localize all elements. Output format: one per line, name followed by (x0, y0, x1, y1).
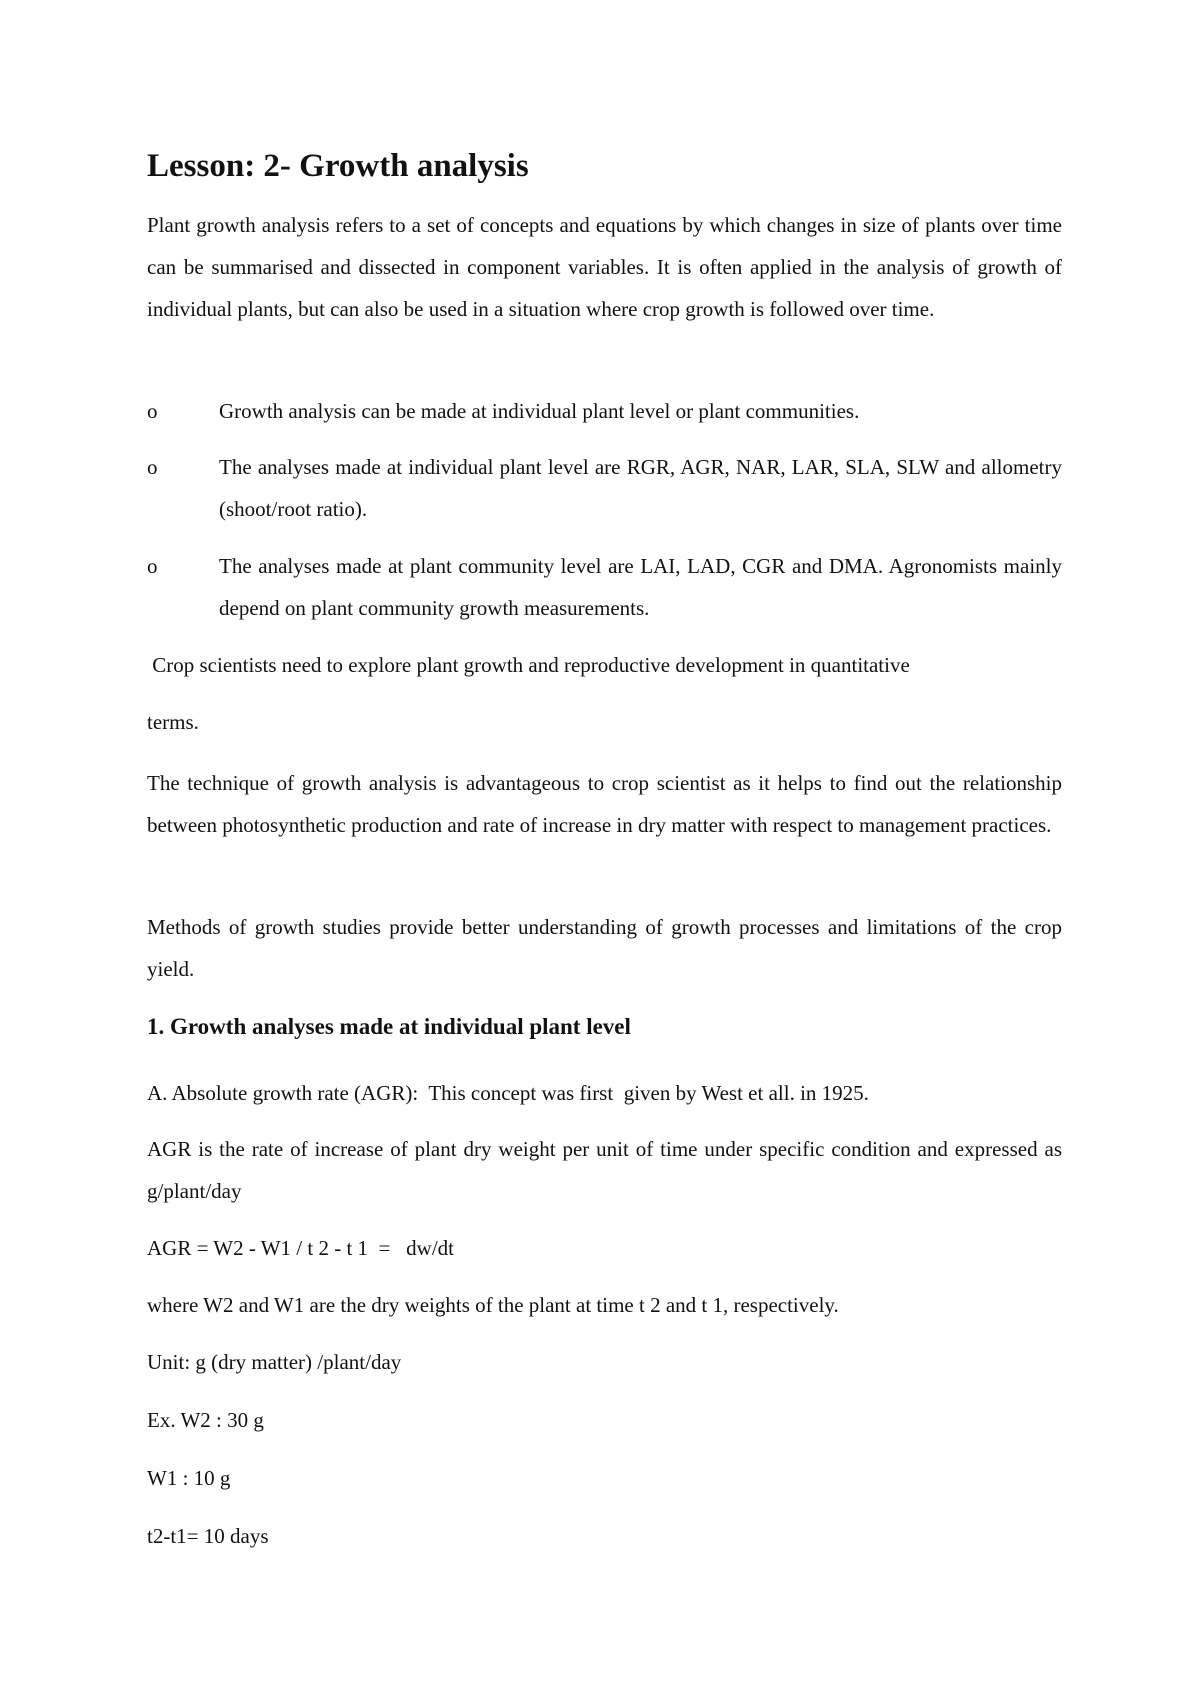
bullet-marker: o (147, 455, 158, 479)
agr-where: where W2 and W1 are the dry weights of the plant at time t 2 and t 1, respectively. (147, 1293, 839, 1317)
example-w1: W1 : 10 g (147, 1466, 231, 1490)
bullet-item (147, 446, 1062, 530)
bullet-item (147, 545, 1062, 629)
bullet-text: The analyses made at individual plant level are RGR, AGR, NAR, LAR, SLA, SLW and allometry (shoot/root ratio). (219, 455, 1062, 521)
agr-formula: AGR = W2 - W1 / t 2 - t 1 = dw/dt (147, 1236, 454, 1260)
unit-line: Unit: g (dry matter) /plant/day (147, 1350, 402, 1374)
agr-definition: AGR is the rate of increase of plant dry weight per unit of time under specific condition and expressed as g/plant/day (147, 1137, 1062, 1203)
example-w2: Ex. W2 : 30 g (147, 1408, 264, 1432)
technique-paragraph: The technique of growth analysis is advantageous to crop scientist as it helps to find out the relationship between photosynthetic production and rate of increase in dry matter with respect to management practices. (147, 771, 1062, 837)
intro-paragraph: Plant growth analysis refers to a set of concepts and equations by which changes in size of plants over time can be summarised and dissected in component variables. It is often applied in the analysis of growth of individual plants, but can also be used in a situation where crop growth is followed over time. (147, 213, 1062, 321)
agr-intro: A. Absolute growth rate (AGR): This concept was first given by West et all. in 1925. (147, 1081, 869, 1105)
bullet-marker: o (147, 554, 158, 578)
crop-scientists-line-end: terms. (147, 710, 199, 734)
methods-paragraph: Methods of growth studies provide better understanding of growth processes and limitations of the crop yield. (147, 915, 1062, 981)
example-time: t2-t1= 10 days (147, 1524, 269, 1548)
page-title: Lesson: 2- Growth analysis (147, 148, 529, 184)
bullet-text: The analyses made at plant community level are LAI, LAD, CGR and DMA. Agronomists mainly depend on plant community growth measurements. (219, 554, 1062, 620)
bullet-marker: o (147, 399, 158, 423)
section-heading: 1. Growth analyses made at individual plant level (147, 1014, 631, 1039)
bullet-item (147, 390, 1062, 432)
crop-scientists-line: Crop scientists need to explore plant growth and reproductive development in quantitative (147, 653, 910, 677)
bullet-text: Growth analysis can be made at individual plant level or plant communities. (219, 399, 860, 423)
